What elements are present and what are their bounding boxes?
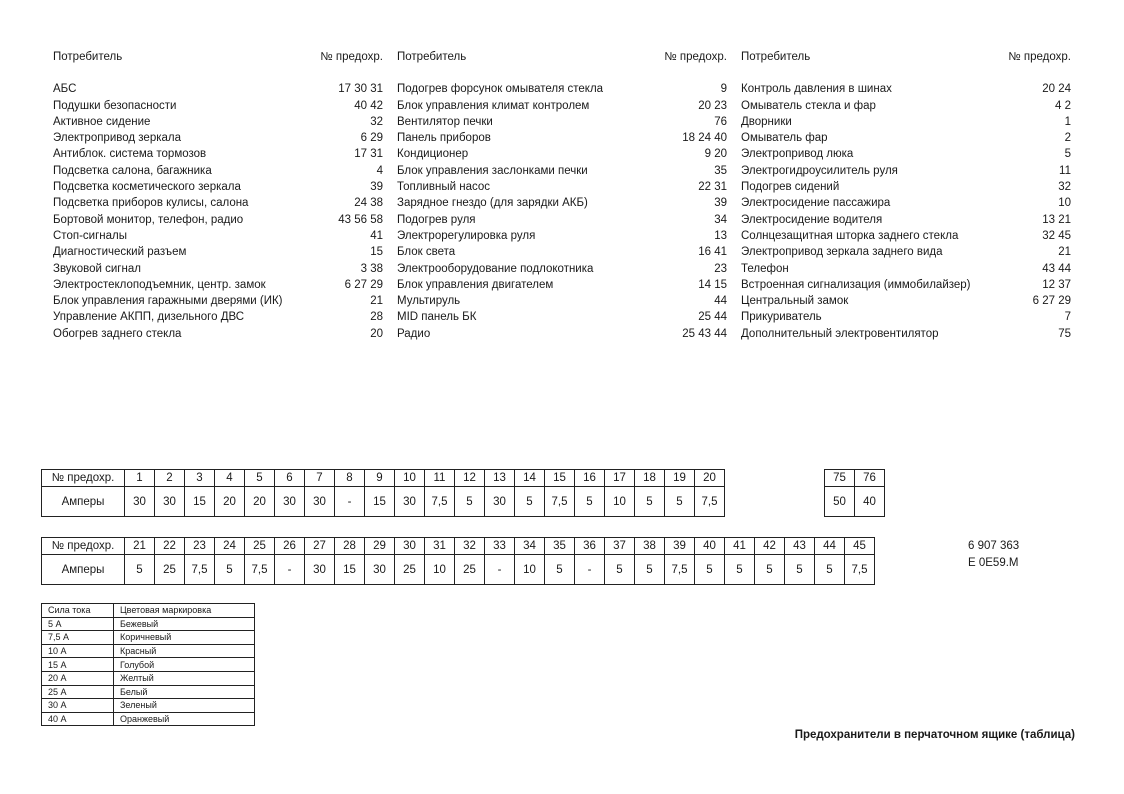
legend-current: 5 А	[42, 617, 114, 631]
fuse-number-cell: 1	[125, 470, 155, 487]
fuse-number-cell: 35	[545, 538, 575, 555]
consumer-header	[397, 49, 727, 65]
consumer-fuse-numbers: 6 27 29	[344, 278, 383, 291]
consumer-fuse-numbers: 24 38	[354, 197, 383, 210]
legend-color: Красный	[114, 644, 255, 658]
consumer-name: Топливный насос	[397, 181, 490, 194]
consumer-name: Бортовой монитор, телефон, радио	[53, 213, 244, 226]
consumer-row	[53, 98, 383, 114]
fuse-amps-cell: 30	[275, 487, 305, 517]
consumer-fuse-numbers: 16 41	[698, 246, 727, 259]
color-legend-row	[42, 617, 255, 631]
consumer-row	[741, 212, 1071, 228]
fuse-amps-cell: 7,5	[845, 555, 875, 585]
consumer-row	[741, 114, 1071, 130]
consumer-fuse-numbers: 12 37	[1042, 278, 1071, 291]
fuse-table-75-76	[824, 469, 885, 517]
legend-color: Бежевый	[114, 617, 255, 631]
header-consumer-label: Потребитель	[53, 51, 123, 63]
fuse-amps-cell: 30	[305, 555, 335, 585]
consumer-name: Зарядное гнездо (для зарядки АКБ)	[397, 197, 588, 210]
consumer-name: Антиблок. система тормозов	[53, 148, 207, 161]
consumer-fuse-numbers: 10	[1058, 197, 1071, 210]
amps-label: Амперы	[42, 487, 125, 517]
fuse-number-row	[825, 470, 885, 487]
consumer-name: Диагностический разъем	[53, 246, 187, 259]
fuse-number-cell: 9	[365, 470, 395, 487]
fuse-number-cell: 41	[725, 538, 755, 555]
consumer-row	[741, 277, 1071, 293]
fuse-number-row	[42, 538, 875, 555]
fuse-number-cell: 15	[545, 470, 575, 487]
consumer-row	[397, 114, 727, 130]
fuse-amps-cell: -	[275, 555, 305, 585]
consumer-column-2	[397, 49, 727, 342]
consumer-name: Подушки безопасности	[53, 99, 177, 112]
legend-color: Голубой	[114, 658, 255, 672]
consumer-fuse-numbers: 11	[1059, 164, 1071, 177]
consumer-row	[741, 163, 1071, 179]
consumer-name: Подсветка салона, багажника	[53, 164, 212, 177]
fuse-number-cell: 8	[335, 470, 365, 487]
fuse-amps-cell: 5	[635, 555, 665, 585]
fuse-amps-cell: 7,5	[695, 487, 725, 517]
consumer-row	[741, 179, 1071, 195]
consumer-row	[397, 261, 727, 277]
legend-color: Белый	[114, 685, 255, 699]
fuse-number-cell: 6	[275, 470, 305, 487]
fuse-amps-cell: 15	[185, 487, 215, 517]
consumer-name: Электрорегулировка руля	[397, 229, 536, 242]
fuse-amps-cell: 5	[605, 555, 635, 585]
fuse-amps-cell: 20	[215, 487, 245, 517]
fuse-number-cell: 27	[305, 538, 335, 555]
consumer-fuse-numbers: 21	[1058, 246, 1071, 259]
consumer-name: Блок управления климат контролем	[397, 99, 590, 112]
consumer-fuse-numbers: 76	[714, 115, 727, 128]
consumer-fuse-numbers: 15	[370, 246, 383, 259]
consumer-fuse-numbers: 20 24	[1042, 83, 1071, 96]
consumer-fuse-numbers: 4	[376, 164, 383, 177]
fuse-number-cell: 7	[305, 470, 335, 487]
color-legend-row	[42, 644, 255, 658]
consumer-row	[397, 228, 727, 244]
color-legend-row	[42, 631, 255, 645]
consumer-name: Электропривод зеркала	[53, 132, 182, 145]
legend-color: Желтый	[114, 671, 255, 685]
fuse-amps-cell: 7,5	[185, 555, 215, 585]
fuse-number-cell: 21	[125, 538, 155, 555]
consumer-row	[741, 244, 1071, 260]
fuse-amps-cell: 5	[125, 555, 155, 585]
fuse-amps-cell: 10	[425, 555, 455, 585]
header-consumer-label: Потребитель	[741, 51, 811, 63]
header-consumer-label: Потребитель	[397, 51, 467, 63]
fuse-amps-cell: 5	[455, 487, 485, 517]
consumer-name: Прикуриватель	[741, 311, 822, 324]
amps-label: Амперы	[42, 555, 125, 585]
consumer-fuse-numbers: 75	[1058, 327, 1071, 340]
fuse-amps-cell: 30	[155, 487, 185, 517]
fuse-number-cell: 3	[185, 470, 215, 487]
fuse-number-cell: 10	[395, 470, 425, 487]
consumer-row	[397, 244, 727, 260]
fuse-number-label: № предохр.	[42, 538, 125, 555]
fuse-amps-cell: 5	[665, 487, 695, 517]
consumer-name: Электропривод люка	[741, 148, 854, 161]
fuse-number-row	[42, 470, 725, 487]
fuse-number-cell: 2	[155, 470, 185, 487]
consumer-row	[53, 277, 383, 293]
fuse-table-21-45	[41, 537, 875, 585]
consumer-name: Телефон	[741, 262, 789, 275]
consumer-row	[397, 81, 727, 97]
consumer-name: Подогрев сидений	[741, 181, 840, 194]
legend-color: Оранжевый	[114, 712, 255, 726]
fuse-amps-cell: 25	[155, 555, 185, 585]
consumer-row	[397, 146, 727, 162]
fuse-number-cell: 40	[695, 538, 725, 555]
fuse-number-cell: 20	[695, 470, 725, 487]
fuse-amps-cell: 15	[335, 555, 365, 585]
consumer-name: Дворники	[741, 115, 792, 128]
fuse-number-cell: 24	[215, 538, 245, 555]
legend-current: 15 А	[42, 658, 114, 672]
consumer-fuse-numbers: 6 27 29	[1032, 295, 1071, 308]
consumer-row	[741, 261, 1071, 277]
fuse-amps-cell: 7,5	[665, 555, 695, 585]
fuse-number-cell: 36	[575, 538, 605, 555]
part-number: 6 907 363	[968, 540, 1020, 552]
consumer-name: Звуковой сигнал	[53, 262, 141, 275]
header-fuse-label: № предохр.	[1008, 51, 1071, 63]
fuse-amps-cell: -	[335, 487, 365, 517]
consumer-name: Кондиционер	[397, 148, 469, 161]
consumer-row	[741, 326, 1071, 342]
fuse-amps-row	[42, 487, 725, 517]
consumer-fuse-numbers: 20	[370, 327, 383, 340]
consumer-row	[397, 309, 727, 325]
consumer-fuse-numbers: 9	[720, 83, 727, 96]
consumer-fuse-numbers: 43 44	[1042, 262, 1071, 275]
consumer-name: Электросидение водителя	[741, 213, 883, 226]
consumer-fuse-numbers: 32	[370, 115, 383, 128]
consumer-name: Подогрев форсунок омывателя стекла	[397, 83, 604, 96]
fuse-number-cell: 31	[425, 538, 455, 555]
consumer-row	[397, 98, 727, 114]
fuse-amps-cell: 20	[245, 487, 275, 517]
consumer-name: Подсветка косметического зеркала	[53, 181, 241, 194]
consumer-name: Электропривод зеркала заднего вида	[741, 246, 943, 259]
consumer-name: Омыватель фар	[741, 132, 828, 145]
consumer-fuse-numbers: 1	[1064, 115, 1071, 128]
consumer-row	[397, 195, 727, 211]
fuse-amps-row	[42, 555, 875, 585]
consumer-row	[53, 309, 383, 325]
fuse-number-cell: 14	[515, 470, 545, 487]
consumer-name: Контроль давления в шинах	[741, 83, 892, 96]
consumer-fuse-numbers: 39	[370, 181, 383, 194]
consumer-name: Стоп-сигналы	[53, 229, 127, 242]
consumer-name: Электрооборудование подлокотника	[397, 262, 594, 275]
consumer-name: Подсветка приборов кулисы, салона	[53, 197, 249, 210]
consumer-name: Блок света	[397, 246, 456, 259]
legend-current: 20 А	[42, 671, 114, 685]
fuse-amps-cell: 7,5	[545, 487, 575, 517]
consumer-fuse-numbers: 44	[714, 295, 727, 308]
consumer-name: Блок управления гаражными дверями (ИК)	[53, 295, 283, 308]
consumer-header	[53, 49, 383, 65]
consumer-name: Панель приборов	[397, 132, 491, 145]
fuse-table-1-20	[41, 469, 725, 517]
consumer-header	[741, 49, 1071, 65]
fuse-amps-cell: 5	[695, 555, 725, 585]
consumer-fuse-numbers: 28	[370, 311, 383, 324]
fuse-amps-cell: 5	[725, 555, 755, 585]
legend-header-current: Сила тока	[42, 604, 114, 618]
consumer-fuse-numbers: 3 38	[360, 262, 383, 275]
consumer-fuse-numbers: 25 44	[698, 311, 727, 324]
fuse-amps-cell: 15	[365, 487, 395, 517]
consumer-row	[53, 114, 383, 130]
consumer-fuse-numbers: 32 45	[1042, 229, 1071, 242]
consumer-fuse-numbers: 39	[714, 197, 727, 210]
consumer-row	[53, 130, 383, 146]
consumer-fuse-numbers: 23	[714, 262, 727, 275]
consumer-name: Электрогидроусилитель руля	[741, 164, 898, 177]
fuse-amps-cell: 5	[215, 555, 245, 585]
consumer-name: АБС	[53, 83, 77, 96]
color-legend-row	[42, 685, 255, 699]
consumer-fuse-numbers: 18 24 40	[682, 132, 727, 145]
fuse-amps-cell: 5	[575, 487, 605, 517]
consumer-row	[53, 179, 383, 195]
fuse-amps-cell: -	[575, 555, 605, 585]
fuse-number-cell: 19	[665, 470, 695, 487]
fuse-amps-cell: 25	[455, 555, 485, 585]
fuse-number-cell: 29	[365, 538, 395, 555]
fuse-number-cell: 17	[605, 470, 635, 487]
legend-color: Коричневый	[114, 631, 255, 645]
color-legend-row	[42, 712, 255, 726]
consumer-name: Вентилятор печки	[397, 115, 493, 128]
consumer-name: Центральный замок	[741, 295, 849, 308]
fuse-amps-cell: 50	[825, 487, 855, 517]
consumer-fuse-numbers: 9 20	[704, 148, 727, 161]
fuse-number-cell: 28	[335, 538, 365, 555]
color-legend-row	[42, 658, 255, 672]
consumer-name: MID панель БК	[397, 311, 477, 324]
consumer-fuse-numbers: 40 42	[354, 99, 383, 112]
consumer-row	[397, 326, 727, 342]
consumer-fuse-numbers: 34	[714, 213, 727, 226]
consumer-row	[397, 277, 727, 293]
consumer-name: Радио	[397, 327, 431, 340]
consumer-fuse-numbers: 7	[1064, 311, 1071, 324]
consumer-name: Блок управления двигателем	[397, 278, 554, 291]
consumer-row	[397, 179, 727, 195]
consumer-row	[53, 326, 383, 342]
consumer-row	[53, 228, 383, 244]
consumer-fuse-numbers: 13 21	[1042, 213, 1071, 226]
color-legend-header	[42, 604, 255, 618]
consumer-name: Солнцезащитная шторка заднего стекла	[741, 229, 959, 242]
legend-current: 7,5 А	[42, 631, 114, 645]
fuse-amps-cell: 7,5	[245, 555, 275, 585]
fuse-amps-cell: 30	[395, 487, 425, 517]
consumer-row	[397, 130, 727, 146]
consumer-name: Электросидение пассажира	[741, 197, 891, 210]
consumer-fuse-numbers: 21	[370, 295, 383, 308]
fuse-amps-cell: -	[485, 555, 515, 585]
fuse-amps-cell: 10	[515, 555, 545, 585]
consumer-row	[53, 81, 383, 97]
fuse-number-cell: 23	[185, 538, 215, 555]
fuse-number-cell: 11	[425, 470, 455, 487]
consumer-row	[53, 146, 383, 162]
consumer-fuse-numbers: 17 30 31	[338, 83, 383, 96]
consumer-row	[53, 261, 383, 277]
fuse-amps-cell: 10	[605, 487, 635, 517]
consumer-row	[741, 195, 1071, 211]
consumer-row	[741, 81, 1071, 97]
consumer-row	[53, 212, 383, 228]
consumer-fuse-numbers: 2	[1064, 132, 1071, 145]
consumer-fuse-numbers: 25 43 44	[682, 327, 727, 340]
fuse-amps-cell: 5	[755, 555, 785, 585]
fuse-number-cell: 33	[485, 538, 515, 555]
fuse-number-cell: 18	[635, 470, 665, 487]
consumer-name: Управление АКПП, дизельного ДВС	[53, 311, 245, 324]
fuse-amps-cell: 25	[395, 555, 425, 585]
consumer-fuse-numbers: 5	[1064, 148, 1071, 161]
fuse-number-cell: 38	[635, 538, 665, 555]
consumer-name: Мультируль	[397, 295, 461, 308]
color-legend-table	[41, 603, 255, 726]
consumer-name: Активное сидение	[53, 115, 151, 128]
consumer-row	[53, 163, 383, 179]
consumer-row	[397, 212, 727, 228]
consumer-row	[741, 146, 1071, 162]
fuse-number-cell: 43	[785, 538, 815, 555]
consumer-row	[53, 244, 383, 260]
fuse-amps-row	[825, 487, 885, 517]
consumer-row	[397, 163, 727, 179]
consumer-fuse-numbers: 14 15	[698, 278, 727, 291]
fuse-number-cell: 44	[815, 538, 845, 555]
consumer-fuse-numbers: 35	[714, 164, 727, 177]
fuse-amps-cell: 30	[305, 487, 335, 517]
consumer-row	[741, 98, 1071, 114]
consumer-row	[741, 130, 1071, 146]
fuse-number-cell: 75	[825, 470, 855, 487]
consumer-fuse-numbers: 17 31	[354, 148, 383, 161]
legend-header-color: Цветовая маркировка	[114, 604, 255, 618]
fuse-number-cell: 30	[395, 538, 425, 555]
fuse-number-cell: 13	[485, 470, 515, 487]
fuse-number-cell: 4	[215, 470, 245, 487]
fuse-number-cell: 34	[515, 538, 545, 555]
fuse-number-cell: 45	[845, 538, 875, 555]
fuse-amps-cell: 30	[365, 555, 395, 585]
consumer-fuse-numbers: 41	[370, 229, 383, 242]
fuse-amps-cell: 5	[515, 487, 545, 517]
legend-current: 40 А	[42, 712, 114, 726]
consumer-fuse-numbers: 4 2	[1055, 99, 1071, 112]
fuse-number-cell: 76	[855, 470, 885, 487]
fuse-amps-cell: 5	[545, 555, 575, 585]
fuse-number-cell: 42	[755, 538, 785, 555]
color-legend-row	[42, 671, 255, 685]
consumer-column-3	[741, 49, 1071, 342]
consumer-row	[741, 228, 1071, 244]
legend-color: Зеленый	[114, 699, 255, 713]
consumer-column-1	[53, 49, 383, 342]
consumer-name: Блок управления заслонками печки	[397, 164, 588, 177]
fuse-number-cell: 37	[605, 538, 635, 555]
consumer-fuse-numbers: 6 29	[360, 132, 383, 145]
consumer-name: Дополнительный электровентилятор	[741, 327, 939, 340]
fuse-number-cell: 26	[275, 538, 305, 555]
page-caption: Предохранители в перчаточном ящике (таблица)	[794, 729, 1075, 741]
color-legend-row	[42, 699, 255, 713]
consumer-fuse-numbers: 32	[1058, 181, 1071, 194]
legend-current: 30 А	[42, 699, 114, 713]
consumer-row	[741, 309, 1071, 325]
fuse-number-cell: 39	[665, 538, 695, 555]
consumer-fuse-numbers: 13	[714, 229, 727, 242]
fuse-amps-cell: 7,5	[425, 487, 455, 517]
consumer-fuse-numbers: 43 56 58	[338, 213, 383, 226]
legend-current: 10 А	[42, 644, 114, 658]
fuse-number-cell: 12	[455, 470, 485, 487]
fuse-number-cell: 32	[455, 538, 485, 555]
consumer-name: Обогрев заднего стекла	[53, 327, 182, 340]
consumer-row	[53, 195, 383, 211]
consumer-name: Электростеклоподъемник, центр. замок	[53, 278, 266, 291]
consumer-row	[53, 293, 383, 309]
header-fuse-label: № предохр.	[664, 51, 727, 63]
consumer-name: Встроенная сигнализация (иммобилайзер)	[741, 278, 971, 291]
consumer-row	[397, 293, 727, 309]
header-fuse-label: № предохр.	[320, 51, 383, 63]
fuse-number-cell: 22	[155, 538, 185, 555]
fuse-number-label: № предохр.	[42, 470, 125, 487]
consumer-row	[741, 293, 1071, 309]
fuse-number-cell: 5	[245, 470, 275, 487]
consumer-list	[53, 49, 1072, 349]
consumer-name: Подогрев руля	[397, 213, 476, 226]
consumer-fuse-numbers: 20 23	[698, 99, 727, 112]
fuse-number-cell: 25	[245, 538, 275, 555]
fuse-amps-cell: 30	[485, 487, 515, 517]
fuse-amps-cell: 30	[125, 487, 155, 517]
fuse-amps-cell: 5	[785, 555, 815, 585]
legend-current: 25 А	[42, 685, 114, 699]
consumer-fuse-numbers: 22 31	[698, 181, 727, 194]
fuse-amps-cell: 5	[635, 487, 665, 517]
consumer-name: Омыватель стекла и фар	[741, 99, 876, 112]
fuse-number-cell: 16	[575, 470, 605, 487]
fuse-amps-cell: 40	[855, 487, 885, 517]
part-code: E 0E59.M	[968, 557, 1019, 569]
fuse-amps-cell: 5	[815, 555, 845, 585]
